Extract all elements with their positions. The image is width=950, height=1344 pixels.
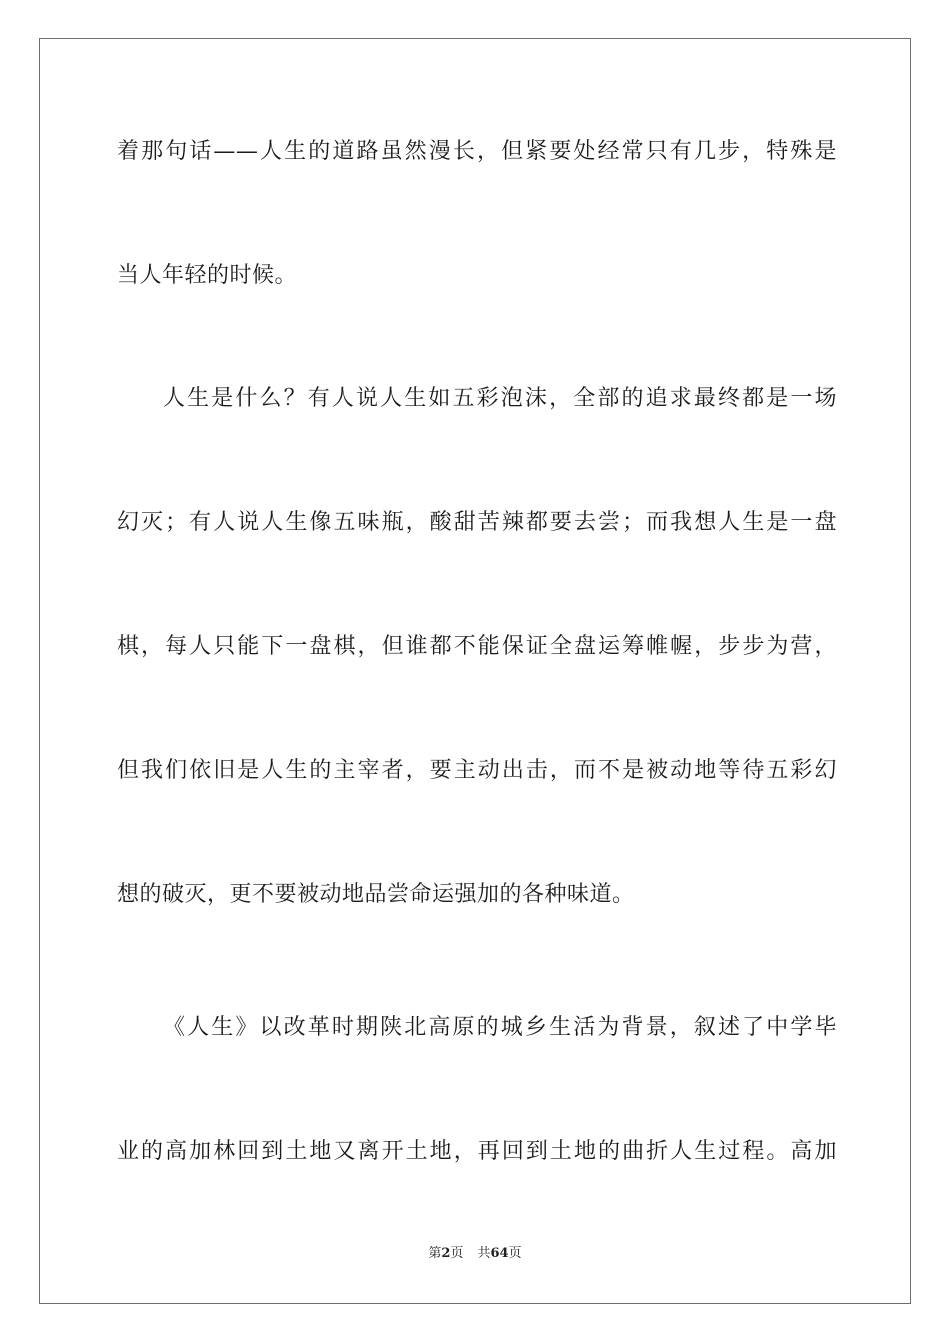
paragraph-start-line: 人生是什么？有人说人生如五彩泡沫，全部的追求最终都是一场 (163, 386, 837, 411)
page-footer (0, 1245, 950, 1263)
text-line: 但我们依旧是人生的主宰者，要主动出击，而不是被动地等待五彩幻 (117, 758, 837, 783)
total-pages: 64 (490, 1246, 509, 1261)
paragraph-start-line: 《人生》以改革时期陕北高原的城乡生活为背景，叙述了中学毕 (163, 1015, 837, 1040)
text-line: 业的高加林回到土地又离开土地，再回到土地的曲折人生过程。高加 (117, 1139, 837, 1164)
text-line: 想的破灭，更不要被动地品尝命运强加的各种味道。 (117, 882, 635, 907)
text-line: 棋，每人只能下一盘棋，但谁都不能保证全盘运筹帷幄，步步为营， (117, 634, 837, 659)
page-border (39, 38, 911, 1304)
page-number: 2 (441, 1246, 451, 1261)
page-prefix: 第 (428, 1246, 442, 1261)
total-prefix: 共 (477, 1246, 491, 1261)
text-line: 幻灭；有人说人生像五味瓶，酸甜苦辣都要去尝；而我想人生是一盘 (117, 510, 837, 535)
total-suffix: 页 (508, 1246, 522, 1261)
text-line: 当人年轻的时候。 (117, 263, 298, 288)
text-line: 着那句话——人生的道路虽然漫长，但紧要处经常只有几步，特殊是 (117, 139, 837, 164)
page-suffix: 页 (450, 1246, 464, 1261)
